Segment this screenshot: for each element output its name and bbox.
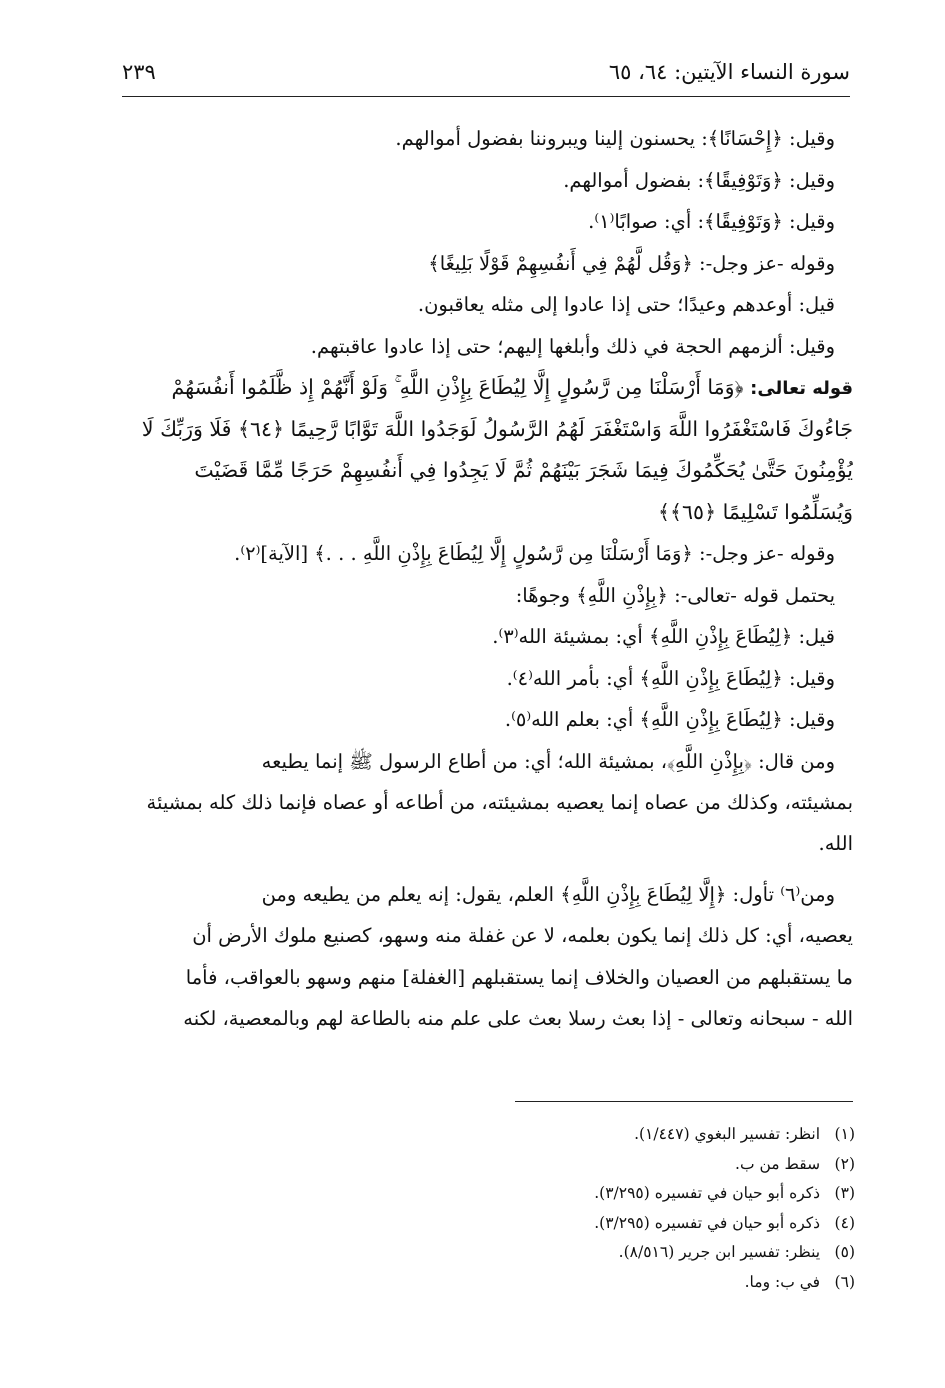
footnote-item [395, 1268, 855, 1298]
footnote-number: (١) [834, 1125, 855, 1143]
text-line: قيل: أوعدهم وعيدًا؛ حتى إذا عادوا إلى مثله يعاقبون. [417, 293, 835, 316]
footnote-item [395, 1209, 855, 1239]
footnote-number: (٢) [834, 1154, 855, 1173]
text-line: بمشيئته، وكذلك من عصاه إنما يعصيه بمشيئته، من أطاعه أو عصاه فإنما ذلك كله بمشيئة [146, 791, 853, 814]
verse-line: جَاءُوكَ فَاسْتَغْفَرُوا اللَّهَ وَاسْتَغْفَرَ لَهُمُ الرَّسُولُ لَوَجَدُوا اللَّهَ تَوَّابًا رَّحِيمًا ﴿٦٤﴾ فَلَا وَرَبِّكَ لَا [141, 416, 853, 441]
text-line: وقيل: ﴿لِيُطَاعَ بِإِذْنِ اللَّهِ﴾ أي: بأمر الله⁽٤⁾. [506, 666, 835, 690]
page-number: ٢٣٩ [122, 60, 156, 84]
verse-line: يُؤْمِنُونَ حَتَّىٰ يُحَكِّمُوكَ فِيمَا شَجَرَ بَيْنَهُمْ ثُمَّ لَا يَجِدُوا فِي أَنفُسِهِمْ حَرَجًا مِّمَّا قَضَيْتَ [194, 458, 853, 482]
text-line: وقيل: ألزمهم الحجة في ذلك وأبلغها إليهم؛ حتى إذا عادوا عاقبتهم. [310, 334, 835, 358]
footnote-number: (٣) [834, 1184, 855, 1202]
footnote-divider [515, 1101, 853, 1102]
text-line: يعصيه، أي: كل ذلك إنما يكون بعلمه، لا عن غفلة منه وسهو، كصنيع ملوك الأرض أن [192, 924, 853, 947]
text-line: وقيل: ﴿لِيُطَاعَ بِإِذْنِ اللَّهِ﴾ أي: بعلم الله⁽٥⁾. [504, 708, 835, 731]
footnote-item [395, 1238, 855, 1268]
surah-title: سورة النساء الآيتين: ٦٤، ٦٥ [608, 60, 850, 84]
footnote-text: انظر: تفسير البغوي (١/٤٤٧). [634, 1125, 821, 1143]
text-line: وقوله -عز وجل-: ﴿وَمَا أَرْسَلْنَا مِن رَّسُولٍ إِلَّا لِيُطَاعَ بِإِذْنِ اللَّهِ . . .﴾ [الآية]⁽٢⁾. [234, 542, 835, 565]
text-line: وقيل: ﴿وَتَوْفِيقًا﴾: أي: صوابًا⁽١⁾. [588, 210, 835, 233]
footnotes [395, 1120, 855, 1297]
footnote-text: في ب: وما. [744, 1272, 821, 1291]
text-line: وقوله -عز وجل-: ﴿وَقُل لَّهُمْ فِي أَنفُسِهِمْ قَوْلًا بَلِيغًا﴾ [428, 251, 835, 275]
footnote-number: (٥) [834, 1243, 855, 1261]
footnote-text: ينظر: تفسير ابن جرير (٨/٥١٦). [618, 1243, 821, 1261]
footnote-text: ذكره أبو حيان في تفسيره (٣/٢٩٥). [594, 1184, 821, 1202]
text-line: قيل: ﴿لِيُطَاعَ بِإِذْنِ اللَّهِ﴾ أي: بمشيئة الله⁽٣⁾. [492, 625, 835, 648]
footnote-number: (٤) [834, 1213, 855, 1232]
lead-phrase: قوله تعالى: [750, 378, 853, 399]
footnote-number: (٦) [834, 1272, 855, 1291]
footnote-item [395, 1179, 855, 1209]
verse-line: قوله تعالى: ﴿وَمَا أَرْسَلْنَا مِن رَّسُولٍ إِلَّا لِيُطَاعَ بِإِذْنِ اللَّهِ ۚ وَلَوْ أَنَّهُمْ إِذ ظَّلَمُوا أَنفُسَهُمْ [171, 375, 853, 399]
text-line: ومن⁽٦⁾ تأول: ﴿إِلَّا لِيُطَاعَ بِإِذْنِ اللَّهِ﴾ العلم، يقول: إنه يعلم من يطيعه ومن [261, 882, 835, 906]
text-line: وقيل: ﴿وَتَوْفِيقًا﴾: بفضول أموالهم. [563, 168, 835, 192]
main-text [120, 118, 853, 1040]
text-line: الله - سبحانه وتعالى - إذا بعث رسلا بعث على علم منه بالطاعة لهم وبالمعصية، لكنه [183, 1007, 853, 1030]
text-line: يحتمل قوله -تعالى-: ﴿بِإِذْنِ اللَّهِ﴾ وجوهًا: [515, 583, 835, 607]
footnote-item [395, 1150, 855, 1180]
page-header [122, 56, 850, 97]
text-line: الله. [818, 831, 853, 855]
verse-line: وَيُسَلِّمُوا تَسْلِيمًا ﴿٦٥﴾﴾ [658, 499, 853, 524]
text-line: وقيل: ﴿إِحْسَانًا﴾: يحسنون إلينا ويبروننا بفضول أموالهم. [395, 127, 835, 150]
footnote-text: ذكره أبو حيان في تفسيره (٣/٢٩٥). [594, 1213, 821, 1232]
text-line: ومن قال: ﴿بِإِذْنِ اللَّهِ﴾، بمشيئة الله؛ أي: من أطاع الرسول ﷺ إنما يطيعه [261, 749, 835, 773]
footnote-text: سقط من ب. [735, 1154, 821, 1173]
footnote-item [395, 1120, 855, 1150]
text-line: ما يستقبلهم من العصيان والخلاف إنما يستقبلهم [الغفلة] منهم وسهو بالعواقب، فأما [185, 965, 853, 989]
